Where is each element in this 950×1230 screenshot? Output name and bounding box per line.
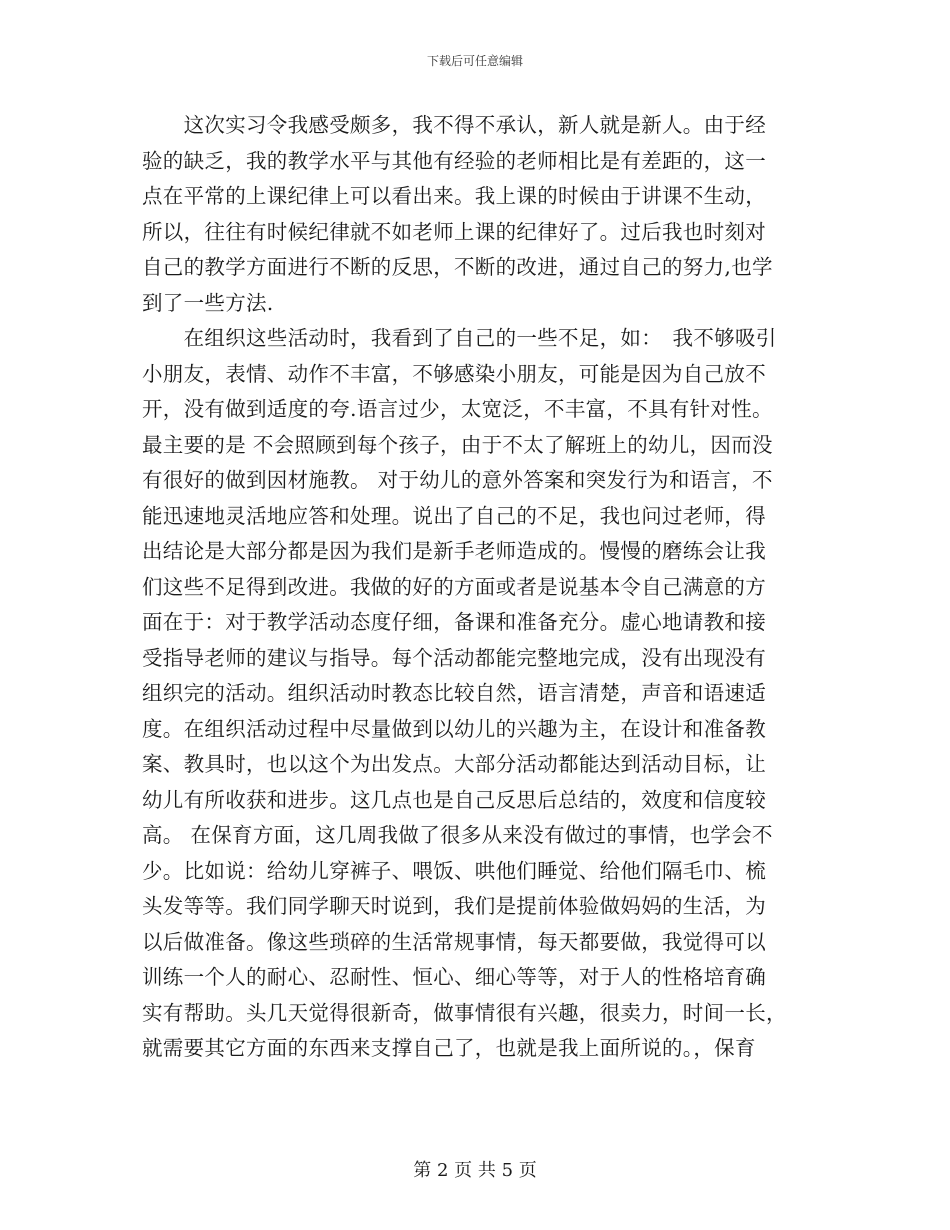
- text-line: 小朋友，表情、动作不丰富，不够感染小朋友，可能是因为自己放不: [142, 361, 766, 386]
- text-line: 组织完的活动。组织活动时教态比较自然，语言清楚，声音和语速适: [142, 681, 766, 705]
- text-line: 就需要其它方面的东西来支撑自己了，也就是我上面所说的。，保育: [142, 1036, 756, 1060]
- text-line: 案、教具时，也以这个为出发点。大部分活动都能达到活动目标，让: [142, 752, 766, 776]
- text-line: 最主要的是 不会照顾到每个孩子，由于不太了解班上的幼儿，因而没: [142, 432, 773, 457]
- document-body: [142, 108, 802, 1067]
- text-line: 以后做准备。像这些琐碎的生活常规事情，每天都要做，我觉得可以: [142, 929, 766, 954]
- text-line: 自己的教学方面进行不断的反思，不断的改进，通过自己的努力,也学: [142, 255, 773, 279]
- text-line: 在组织这些活动时，我看到了自己的一些不足，如： 我不够吸引: [142, 326, 777, 350]
- text-line: 这次实习令我感受颇多，我不得不承认，新人就是新人。由于经: [142, 113, 766, 137]
- text-line: 点在平常的上课纪律上可以看出来。我上课的时候由于讲课不生动，: [142, 184, 766, 208]
- text-line: 实有帮助。头几天觉得很新奇，做事情很有兴趣，很卖力，时间一长，: [142, 1000, 787, 1025]
- text-line: 受指导老师的建议与指导。每个活动都能完整地完成，没有出现没有: [142, 645, 766, 670]
- text-line: 少。比如说：给幼儿穿裤子、喂饭、哄他们睡觉、给他们隔毛巾、梳: [142, 858, 766, 883]
- text-line: 所以，往往有时候纪律就不如老师上课的纪律好了。过后我也时刻对: [142, 219, 766, 244]
- text-line: 训练一个人的耐心、忍耐性、恒心、细心等等，对于人的性格培育确: [142, 965, 766, 989]
- text-line: 开，没有做到适度的夸.语言过少，太宽泛，不丰富，不具有针对性。: [142, 397, 773, 421]
- text-line: 出结论是大部分都是因为我们是新手老师造成的。慢慢的磨练会让我: [142, 539, 766, 563]
- text-line: 面在于：对于教学活动态度仔细，备课和准备充分。虚心地请教和接: [142, 610, 766, 634]
- text-line: 幼儿有所收获和进步。这几点也是自己反思后总结的，效度和信度较: [142, 787, 766, 812]
- text-line: 度。在组织活动过程中尽量做到以幼儿的兴趣为主，在设计和准备教: [142, 716, 766, 741]
- text-line: 头发等等。我们同学聊天时说到，我们是提前体验做妈妈的生活，为: [142, 894, 766, 918]
- page-number-footer: 第 2 页 共 5 页: [413, 1160, 537, 1181]
- text-line: 高。 在保育方面，这几周我做了很多从来没有做过的事情，也学会不: [142, 823, 773, 847]
- text-line: 们这些不足得到改进。我做的好的方面或者是说基本令自己满意的方: [142, 574, 766, 599]
- text-line: 能迅速地灵活地应答和处理。说出了自己的不足，我也问过老师，得: [142, 503, 766, 528]
- page-header: 下载后可任意编辑: [426, 54, 523, 68]
- text-line: 验的缺乏，我的教学水平与其他有经验的老师相比是有差距的，这一: [142, 148, 766, 173]
- text-line: 到了一些方法.: [142, 290, 274, 315]
- text-line: 有很好的做到因材施教。 对于幼儿的意外答案和突发行为和语言，不: [142, 468, 773, 492]
